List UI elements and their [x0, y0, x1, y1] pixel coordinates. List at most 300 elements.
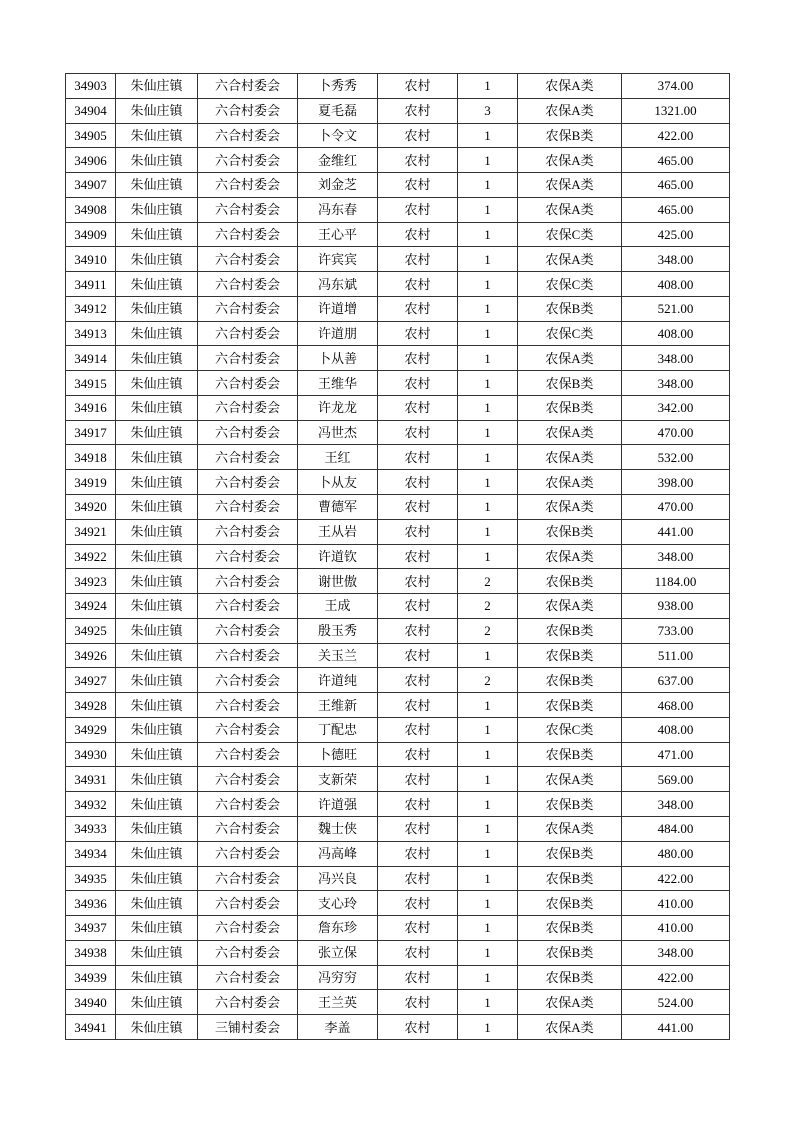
person-count-cell: 1	[458, 247, 518, 272]
person-count-cell: 1	[458, 321, 518, 346]
person-count-cell: 1	[458, 643, 518, 668]
record-id-cell: 34926	[66, 643, 116, 668]
village-committee-cell: 六合村委会	[198, 519, 298, 544]
amount-cell: 569.00	[622, 767, 730, 792]
residence-type-cell: 农村	[378, 173, 458, 198]
town-cell: 朱仙庄镇	[116, 445, 198, 470]
record-id-cell: 34919	[66, 470, 116, 495]
record-id-cell: 34914	[66, 346, 116, 371]
insurance-category-cell: 农保A类	[518, 346, 622, 371]
insurance-category-cell: 农保B类	[518, 371, 622, 396]
town-cell: 朱仙庄镇	[116, 395, 198, 420]
record-id-cell: 34906	[66, 148, 116, 173]
amount-cell: 470.00	[622, 495, 730, 520]
residence-type-cell: 农村	[378, 816, 458, 841]
village-committee-cell: 六合村委会	[198, 767, 298, 792]
town-cell: 朱仙庄镇	[116, 544, 198, 569]
town-cell: 朱仙庄镇	[116, 618, 198, 643]
person-name-cell: 詹东珍	[298, 916, 378, 941]
town-cell: 朱仙庄镇	[116, 1015, 198, 1040]
person-count-cell: 1	[458, 272, 518, 297]
person-count-cell: 3	[458, 98, 518, 123]
person-name-cell: 许宾宾	[298, 247, 378, 272]
village-committee-cell: 六合村委会	[198, 717, 298, 742]
insurance-category-cell: 农保B类	[518, 693, 622, 718]
residence-type-cell: 农村	[378, 767, 458, 792]
village-committee-cell: 六合村委会	[198, 742, 298, 767]
record-id-cell: 34941	[66, 1015, 116, 1040]
person-count-cell: 1	[458, 965, 518, 990]
table-row	[66, 866, 730, 891]
village-committee-cell: 六合村委会	[198, 420, 298, 445]
person-name-cell: 王红	[298, 445, 378, 470]
table-row	[66, 470, 730, 495]
person-count-cell: 1	[458, 990, 518, 1015]
table-row	[66, 594, 730, 619]
town-cell: 朱仙庄镇	[116, 495, 198, 520]
village-committee-cell: 六合村委会	[198, 98, 298, 123]
person-name-cell: 许龙龙	[298, 395, 378, 420]
record-id-cell: 34940	[66, 990, 116, 1015]
person-count-cell: 1	[458, 816, 518, 841]
town-cell: 朱仙庄镇	[116, 123, 198, 148]
village-committee-cell: 六合村委会	[198, 247, 298, 272]
person-name-cell: 金维红	[298, 148, 378, 173]
town-cell: 朱仙庄镇	[116, 569, 198, 594]
table-row	[66, 990, 730, 1015]
record-id-cell: 34938	[66, 940, 116, 965]
person-name-cell: 冯东春	[298, 197, 378, 222]
insurance-category-cell: 农保A类	[518, 495, 622, 520]
table-row	[66, 445, 730, 470]
village-committee-cell: 六合村委会	[198, 495, 298, 520]
person-name-cell: 冯东斌	[298, 272, 378, 297]
residence-type-cell: 农村	[378, 197, 458, 222]
town-cell: 朱仙庄镇	[116, 742, 198, 767]
village-committee-cell: 六合村委会	[198, 148, 298, 173]
person-name-cell: 夏毛磊	[298, 98, 378, 123]
village-committee-cell: 六合村委会	[198, 916, 298, 941]
town-cell: 朱仙庄镇	[116, 296, 198, 321]
person-name-cell: 冯高峰	[298, 841, 378, 866]
person-name-cell: 冯世杰	[298, 420, 378, 445]
amount-cell: 441.00	[622, 1015, 730, 1040]
record-id-cell: 34922	[66, 544, 116, 569]
amount-cell: 465.00	[622, 173, 730, 198]
person-name-cell: 谢世傲	[298, 569, 378, 594]
amount-cell: 410.00	[622, 916, 730, 941]
table-row	[66, 148, 730, 173]
residence-type-cell: 农村	[378, 841, 458, 866]
table-row	[66, 767, 730, 792]
person-name-cell: 关玉兰	[298, 643, 378, 668]
village-committee-cell: 六合村委会	[198, 965, 298, 990]
town-cell: 朱仙庄镇	[116, 643, 198, 668]
town-cell: 朱仙庄镇	[116, 272, 198, 297]
person-count-cell: 1	[458, 371, 518, 396]
record-id-cell: 34936	[66, 891, 116, 916]
residence-type-cell: 农村	[378, 866, 458, 891]
insurance-category-cell: 农保B类	[518, 940, 622, 965]
amount-cell: 422.00	[622, 866, 730, 891]
town-cell: 朱仙庄镇	[116, 420, 198, 445]
residence-type-cell: 农村	[378, 792, 458, 817]
residence-type-cell: 农村	[378, 742, 458, 767]
residence-type-cell: 农村	[378, 965, 458, 990]
table-row	[66, 173, 730, 198]
record-id-cell: 34913	[66, 321, 116, 346]
residence-type-cell: 农村	[378, 544, 458, 569]
insurance-category-cell: 农保B类	[518, 742, 622, 767]
person-name-cell: 李盖	[298, 1015, 378, 1040]
record-id-cell: 34939	[66, 965, 116, 990]
town-cell: 朱仙庄镇	[116, 371, 198, 396]
town-cell: 朱仙庄镇	[116, 940, 198, 965]
residence-type-cell: 农村	[378, 594, 458, 619]
village-committee-cell: 六合村委会	[198, 816, 298, 841]
record-id-cell: 34932	[66, 792, 116, 817]
person-count-cell: 1	[458, 222, 518, 247]
person-name-cell: 冯穷穷	[298, 965, 378, 990]
amount-cell: 348.00	[622, 346, 730, 371]
insurance-category-cell: 农保A类	[518, 470, 622, 495]
record-id-cell: 34917	[66, 420, 116, 445]
insurance-category-cell: 农保B类	[518, 296, 622, 321]
person-count-cell: 1	[458, 74, 518, 99]
person-count-cell: 1	[458, 395, 518, 420]
town-cell: 朱仙庄镇	[116, 816, 198, 841]
amount-cell: 348.00	[622, 247, 730, 272]
amount-cell: 733.00	[622, 618, 730, 643]
record-id-cell: 34909	[66, 222, 116, 247]
person-name-cell: 许道朋	[298, 321, 378, 346]
person-count-cell: 2	[458, 569, 518, 594]
insurance-category-cell: 农保A类	[518, 990, 622, 1015]
record-id-cell: 34904	[66, 98, 116, 123]
person-count-cell: 1	[458, 544, 518, 569]
village-committee-cell: 六合村委会	[198, 866, 298, 891]
person-count-cell: 1	[458, 495, 518, 520]
person-name-cell: 刘金芝	[298, 173, 378, 198]
village-committee-cell: 六合村委会	[198, 395, 298, 420]
residence-type-cell: 农村	[378, 519, 458, 544]
person-count-cell: 1	[458, 767, 518, 792]
insurance-category-cell: 农保C类	[518, 321, 622, 346]
town-cell: 朱仙庄镇	[116, 990, 198, 1015]
village-committee-cell: 六合村委会	[198, 296, 298, 321]
amount-cell: 422.00	[622, 965, 730, 990]
town-cell: 朱仙庄镇	[116, 173, 198, 198]
person-count-cell: 1	[458, 197, 518, 222]
table-row	[66, 346, 730, 371]
person-name-cell: 王维新	[298, 693, 378, 718]
amount-cell: 348.00	[622, 940, 730, 965]
table-row	[66, 792, 730, 817]
person-count-cell: 1	[458, 148, 518, 173]
residence-type-cell: 农村	[378, 940, 458, 965]
residence-type-cell: 农村	[378, 445, 458, 470]
insurance-category-cell: 农保A类	[518, 767, 622, 792]
insurance-category-cell: 农保A类	[518, 445, 622, 470]
person-count-cell: 1	[458, 717, 518, 742]
amount-cell: 465.00	[622, 148, 730, 173]
town-cell: 朱仙庄镇	[116, 965, 198, 990]
person-name-cell: 卜德旺	[298, 742, 378, 767]
town-cell: 朱仙庄镇	[116, 197, 198, 222]
town-cell: 朱仙庄镇	[116, 668, 198, 693]
village-committee-cell: 六合村委会	[198, 544, 298, 569]
insurance-category-cell: 农保C类	[518, 222, 622, 247]
record-id-cell: 34907	[66, 173, 116, 198]
table-row	[66, 222, 730, 247]
residence-type-cell: 农村	[378, 916, 458, 941]
person-name-cell: 许道纯	[298, 668, 378, 693]
amount-cell: 374.00	[622, 74, 730, 99]
record-id-cell: 34912	[66, 296, 116, 321]
table-row	[66, 693, 730, 718]
residence-type-cell: 农村	[378, 693, 458, 718]
person-count-cell: 1	[458, 346, 518, 371]
village-committee-cell: 六合村委会	[198, 792, 298, 817]
table-row	[66, 395, 730, 420]
record-id-cell: 34924	[66, 594, 116, 619]
table-row	[66, 1015, 730, 1040]
insurance-category-cell: 农保A类	[518, 197, 622, 222]
residence-type-cell: 农村	[378, 470, 458, 495]
insurance-category-cell: 农保B类	[518, 395, 622, 420]
residence-type-cell: 农村	[378, 395, 458, 420]
insurance-category-cell: 农保B类	[518, 792, 622, 817]
town-cell: 朱仙庄镇	[116, 148, 198, 173]
record-id-cell: 34920	[66, 495, 116, 520]
amount-cell: 408.00	[622, 272, 730, 297]
record-id-cell: 34935	[66, 866, 116, 891]
record-id-cell: 34923	[66, 569, 116, 594]
village-committee-cell: 六合村委会	[198, 693, 298, 718]
person-count-cell: 2	[458, 618, 518, 643]
person-count-cell: 1	[458, 866, 518, 891]
town-cell: 朱仙庄镇	[116, 247, 198, 272]
insurance-category-cell: 农保A类	[518, 247, 622, 272]
amount-cell: 637.00	[622, 668, 730, 693]
person-name-cell: 丁配忠	[298, 717, 378, 742]
table-row	[66, 841, 730, 866]
village-committee-cell: 六合村委会	[198, 346, 298, 371]
table-row	[66, 569, 730, 594]
table-row	[66, 247, 730, 272]
amount-cell: 348.00	[622, 544, 730, 569]
town-cell: 朱仙庄镇	[116, 74, 198, 99]
residence-type-cell: 农村	[378, 891, 458, 916]
insurance-category-cell: 农保B类	[518, 916, 622, 941]
person-name-cell: 许道强	[298, 792, 378, 817]
amount-cell: 511.00	[622, 643, 730, 668]
insurance-category-cell: 农保A类	[518, 98, 622, 123]
town-cell: 朱仙庄镇	[116, 916, 198, 941]
village-committee-cell: 六合村委会	[198, 371, 298, 396]
residence-type-cell: 农村	[378, 668, 458, 693]
insurance-category-cell: 农保B类	[518, 643, 622, 668]
table-row	[66, 668, 730, 693]
insurance-category-cell: 农保B类	[518, 891, 622, 916]
town-cell: 朱仙庄镇	[116, 717, 198, 742]
record-id-cell: 34929	[66, 717, 116, 742]
table-row	[66, 544, 730, 569]
table-row	[66, 940, 730, 965]
table-row	[66, 98, 730, 123]
insurance-category-cell: 农保C类	[518, 717, 622, 742]
person-count-cell: 1	[458, 916, 518, 941]
table-row	[66, 717, 730, 742]
residence-type-cell: 农村	[378, 717, 458, 742]
village-committee-cell: 六合村委会	[198, 197, 298, 222]
town-cell: 朱仙庄镇	[116, 470, 198, 495]
table-row	[66, 965, 730, 990]
insurance-category-cell: 农保B类	[518, 866, 622, 891]
person-count-cell: 1	[458, 792, 518, 817]
residence-type-cell: 农村	[378, 296, 458, 321]
person-name-cell: 曹德军	[298, 495, 378, 520]
town-cell: 朱仙庄镇	[116, 767, 198, 792]
person-name-cell: 王从岩	[298, 519, 378, 544]
insurance-category-cell: 农保B类	[518, 618, 622, 643]
village-committee-cell: 六合村委会	[198, 445, 298, 470]
table-row	[66, 742, 730, 767]
amount-cell: 408.00	[622, 321, 730, 346]
amount-cell: 422.00	[622, 123, 730, 148]
village-committee-cell: 三铺村委会	[198, 1015, 298, 1040]
person-name-cell: 许道钦	[298, 544, 378, 569]
table-row	[66, 420, 730, 445]
table-row	[66, 519, 730, 544]
record-id-cell: 34918	[66, 445, 116, 470]
person-count-cell: 1	[458, 1015, 518, 1040]
person-count-cell: 1	[458, 519, 518, 544]
person-name-cell: 支心玲	[298, 891, 378, 916]
record-id-cell: 34933	[66, 816, 116, 841]
person-name-cell: 许道增	[298, 296, 378, 321]
town-cell: 朱仙庄镇	[116, 222, 198, 247]
person-name-cell: 王维华	[298, 371, 378, 396]
record-id-cell: 34905	[66, 123, 116, 148]
village-committee-cell: 六合村委会	[198, 940, 298, 965]
residence-type-cell: 农村	[378, 1015, 458, 1040]
residence-type-cell: 农村	[378, 247, 458, 272]
town-cell: 朱仙庄镇	[116, 519, 198, 544]
person-name-cell: 支新荣	[298, 767, 378, 792]
amount-cell: 342.00	[622, 395, 730, 420]
person-count-cell: 1	[458, 693, 518, 718]
record-id-cell: 34911	[66, 272, 116, 297]
insurance-category-cell: 农保A类	[518, 74, 622, 99]
amount-cell: 480.00	[622, 841, 730, 866]
amount-cell: 468.00	[622, 693, 730, 718]
amount-cell: 425.00	[622, 222, 730, 247]
insurance-category-cell: 农保A类	[518, 544, 622, 569]
insurance-category-cell: 农保C类	[518, 272, 622, 297]
residence-type-cell: 农村	[378, 990, 458, 1015]
table-row	[66, 74, 730, 99]
village-committee-cell: 六合村委会	[198, 990, 298, 1015]
insurance-category-cell: 农保B类	[518, 965, 622, 990]
record-id-cell: 34903	[66, 74, 116, 99]
table-row	[66, 643, 730, 668]
amount-cell: 348.00	[622, 792, 730, 817]
insurance-category-cell: 农保A类	[518, 148, 622, 173]
table-row	[66, 123, 730, 148]
person-name-cell: 卜令文	[298, 123, 378, 148]
record-id-cell: 34931	[66, 767, 116, 792]
record-id-cell: 34930	[66, 742, 116, 767]
amount-cell: 532.00	[622, 445, 730, 470]
residence-type-cell: 农村	[378, 148, 458, 173]
amount-cell: 408.00	[622, 717, 730, 742]
insurance-category-cell: 农保B类	[518, 841, 622, 866]
amount-cell: 1184.00	[622, 569, 730, 594]
residence-type-cell: 农村	[378, 222, 458, 247]
amount-cell: 441.00	[622, 519, 730, 544]
amount-cell: 470.00	[622, 420, 730, 445]
village-committee-cell: 六合村委会	[198, 594, 298, 619]
person-count-cell: 1	[458, 420, 518, 445]
person-name-cell: 殷玉秀	[298, 618, 378, 643]
insurance-category-cell: 农保B类	[518, 519, 622, 544]
residence-type-cell: 农村	[378, 643, 458, 668]
residence-type-cell: 农村	[378, 346, 458, 371]
village-committee-cell: 六合村委会	[198, 74, 298, 99]
insurance-category-cell: 农保A类	[518, 816, 622, 841]
record-id-cell: 34925	[66, 618, 116, 643]
table-row	[66, 618, 730, 643]
person-name-cell: 张立保	[298, 940, 378, 965]
village-committee-cell: 六合村委会	[198, 643, 298, 668]
table-row	[66, 495, 730, 520]
amount-cell: 521.00	[622, 296, 730, 321]
amount-cell: 465.00	[622, 197, 730, 222]
insurance-category-cell: 农保A类	[518, 420, 622, 445]
person-name-cell: 卜从友	[298, 470, 378, 495]
insurance-category-cell: 农保A类	[518, 594, 622, 619]
person-count-cell: 1	[458, 296, 518, 321]
table-row	[66, 197, 730, 222]
town-cell: 朱仙庄镇	[116, 321, 198, 346]
residence-type-cell: 农村	[378, 321, 458, 346]
person-count-cell: 1	[458, 470, 518, 495]
person-name-cell: 魏士侠	[298, 816, 378, 841]
record-id-cell: 34921	[66, 519, 116, 544]
residence-type-cell: 农村	[378, 618, 458, 643]
person-count-cell: 1	[458, 173, 518, 198]
benefits-table	[65, 73, 730, 1040]
residence-type-cell: 农村	[378, 74, 458, 99]
residence-type-cell: 农村	[378, 98, 458, 123]
table-row	[66, 891, 730, 916]
residence-type-cell: 农村	[378, 569, 458, 594]
village-committee-cell: 六合村委会	[198, 123, 298, 148]
village-committee-cell: 六合村委会	[198, 841, 298, 866]
insurance-category-cell: 农保B类	[518, 668, 622, 693]
village-committee-cell: 六合村委会	[198, 618, 298, 643]
table-row	[66, 371, 730, 396]
residence-type-cell: 农村	[378, 495, 458, 520]
person-count-cell: 1	[458, 940, 518, 965]
person-name-cell: 王兰英	[298, 990, 378, 1015]
person-count-cell: 2	[458, 668, 518, 693]
person-count-cell: 1	[458, 841, 518, 866]
town-cell: 朱仙庄镇	[116, 792, 198, 817]
amount-cell: 410.00	[622, 891, 730, 916]
person-count-cell: 2	[458, 594, 518, 619]
